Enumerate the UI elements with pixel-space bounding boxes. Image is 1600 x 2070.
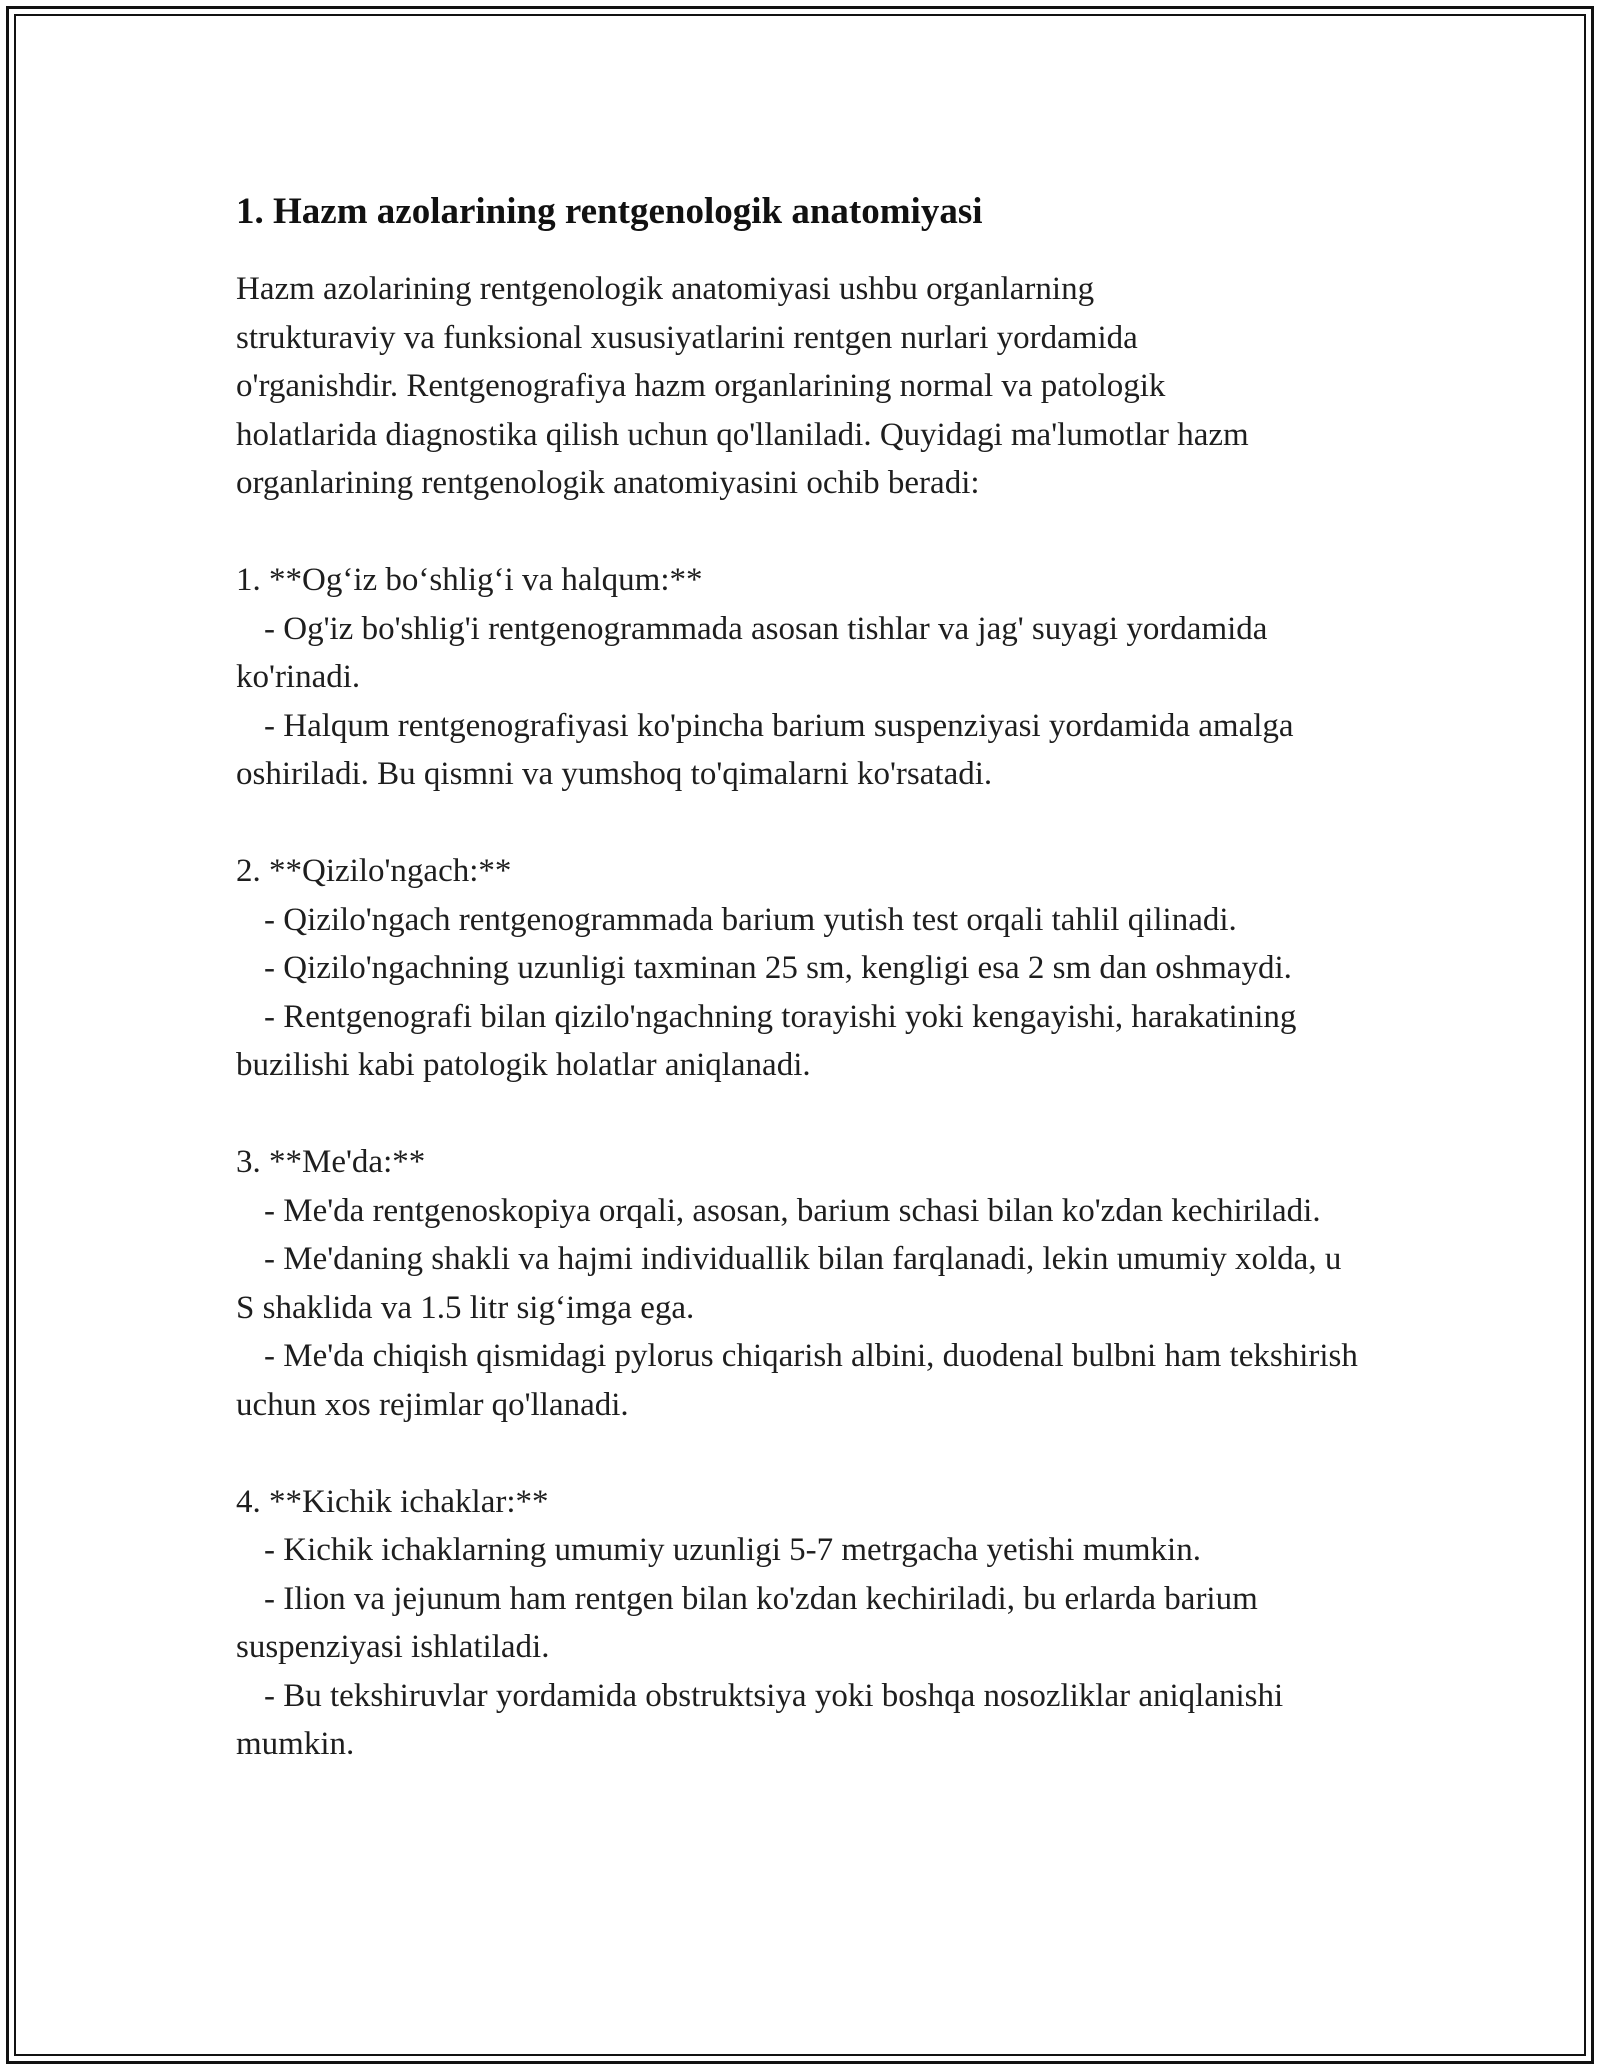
section-esophagus [236, 847, 1366, 1090]
document-title: 1. Hazm azolarining rentgenologik anatomiyasi [236, 191, 983, 232]
list-item-text: - Rentgenografi bilan qizilo'ngachning torayishi yoki kengayishi, harakatining buzilishi kabi patologik holatlar aniqlanadi. [236, 998, 1297, 1083]
list-item [236, 896, 1366, 945]
section-heading: 2. **Qizilo'ngach:** [236, 853, 512, 889]
list-item [236, 1187, 1366, 1236]
list-item-text: - Qizilo'ngach rentgenogrammada barium yutish test orqali tahlil qilinadi. [264, 901, 1237, 938]
intro-line: o'rganishdir. Rentgenografiya hazm organlarining normal va patologik [236, 368, 1166, 404]
list-item [236, 702, 1366, 799]
section-small-intestine [236, 1478, 1366, 1769]
list-item-text: - Kichik ichaklarning umumiy uzunligi 5-7 metrgacha yetishi mumkin. [264, 1532, 1201, 1568]
list-item [236, 993, 1366, 1090]
list-item-text: - Bu tekshiruvlar yordamida obstruktsiya yoki boshqa nosozliklar aniqlanishi mumkin. [236, 1677, 1284, 1762]
list-item-text: - Me'da chiqish qismidagi pylorus chiqarish albini, duodenal bulbni ham tekshirish uchun xos rejimlar qo'llanadi. [236, 1338, 1358, 1423]
list-item-text: - Og'iz bo'shlig'i rentgenogrammada asosan tishlar va jag' suyagi yordamida ko'rinadi. [236, 610, 1268, 695]
section-heading: 4. **Kichik ichaklar:** [236, 1483, 549, 1520]
section-stomach [236, 1138, 1366, 1429]
intro-line: Hazm azolarining rentgenologik anatomiyasi ushbu organlarning [236, 271, 1095, 307]
section-heading: 3. **Me'da:** [236, 1144, 426, 1180]
list-item [236, 1526, 1366, 1575]
list-item-text: - Me'daning shakli va hajmi individuallik bilan farqlanadi, lekin umumiy xolda, u S shaklida va 1.5 litr sig‘imga ega. [236, 1241, 1342, 1326]
intro-line: strukturaviy va funksional xususiyatlarini rentgen nurlari yordamida [236, 319, 1138, 356]
document-body [236, 183, 1366, 1769]
intro-line: organlarining rentgenologik anatomiyasini ochib beradi: [236, 465, 980, 501]
list-item-text: - Me'da rentgenoskopiya orqali, asosan, barium schasi bilan ko'zdan kechiriladi. [264, 1192, 1321, 1229]
section-heading: 1. **Og‘iz bo‘shlig‘i va halqum:** [236, 562, 703, 598]
list-item [236, 1575, 1366, 1672]
list-item-text: - Halqum rentgenografiyasi ko'pincha barium suspenziyasi yordamida amalga oshiriladi. Bu qismni va yumshoq to'qimalarni ko'rsatadi. [236, 707, 1294, 792]
section-oral-cavity [236, 556, 1366, 799]
intro-paragraph [236, 265, 1366, 508]
list-item [236, 1235, 1366, 1332]
list-item [236, 605, 1366, 702]
list-item [236, 1332, 1366, 1429]
list-item [236, 1672, 1366, 1769]
list-item-text: - Ilion va jejunum ham rentgen bilan ko'zdan kechiriladi, bu erlarda barium suspenziyasi ishlatiladi. [236, 1580, 1258, 1665]
intro-line: holatlarida diagnostika qilish uchun qo'llaniladi. Quyidagi ma'lumotlar hazm [236, 416, 1249, 453]
list-item-text: - Qizilo'ngachning uzunligi taxminan 25 sm, kengligi esa 2 sm dan oshmaydi. [264, 950, 1292, 986]
list-item [236, 944, 1366, 993]
